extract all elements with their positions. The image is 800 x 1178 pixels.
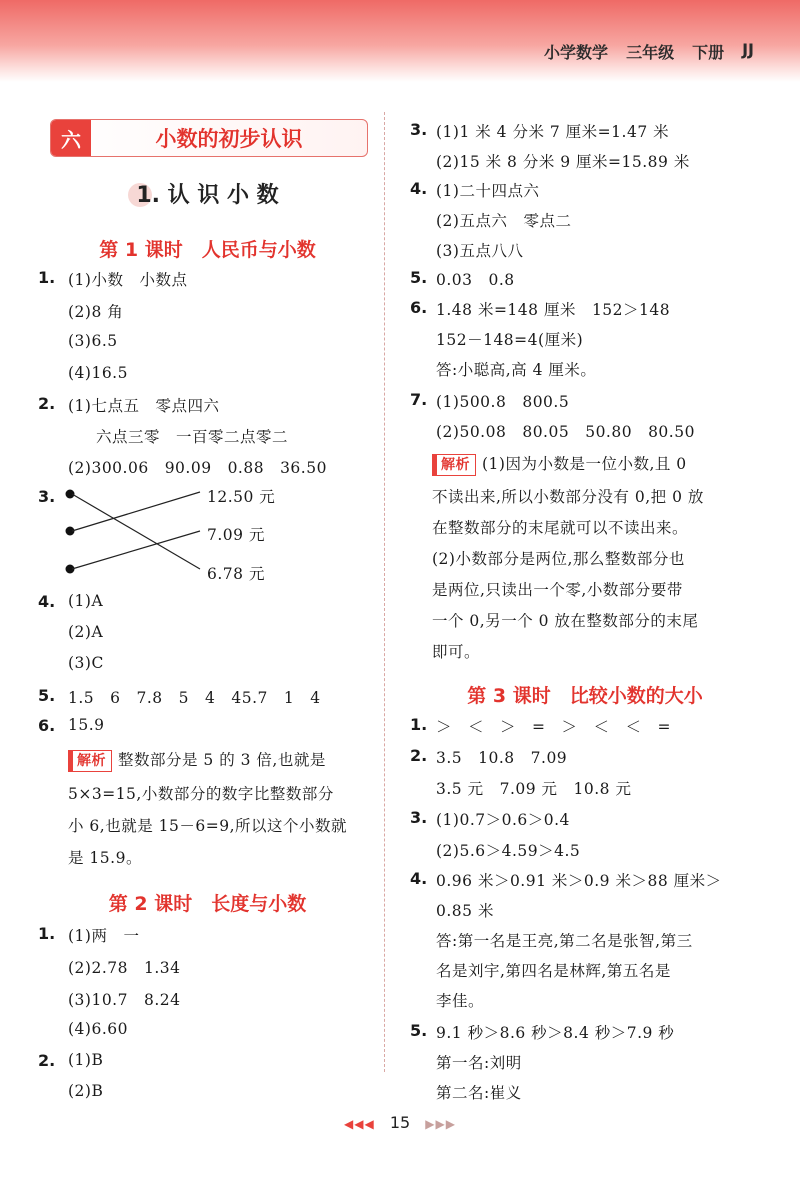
- answer-line: (2)50.08 80.05 50.80 80.50: [436, 423, 695, 441]
- question-number: 6.: [38, 716, 56, 735]
- next-arrows-icon: ▶▶▶: [425, 1117, 456, 1131]
- analysis-line: 小 6,也就是 15－6=9,所以这个小数就: [68, 817, 348, 835]
- answer-line: (1)B: [68, 1051, 104, 1069]
- matching-diagram: [60, 484, 220, 584]
- answer-line: 9.1 秒＞8.6 秒＞8.4 秒＞7.9 秒: [436, 1024, 675, 1042]
- answer-line: (2)五点六 零点二: [436, 212, 572, 230]
- match-line: [72, 531, 200, 569]
- question-number: 5.: [38, 686, 56, 705]
- analysis-line: 5×3=15,小数部分的数字比整数部分: [68, 785, 334, 803]
- answer-line: 六点三零 一百零二点零二: [96, 428, 289, 446]
- question-number: 2.: [410, 746, 428, 765]
- question-number: 1.: [38, 924, 56, 943]
- question-number: 2.: [38, 1051, 56, 1070]
- answer-line: (2)5.6＞4.59＞4.5: [436, 842, 581, 860]
- answer-line: (1)七点五 零点四六: [68, 397, 220, 415]
- prev-arrows-icon: ◀◀◀: [344, 1117, 375, 1131]
- answer-line: (1)小数 小数点: [68, 271, 188, 289]
- answer-line: (4)16.5: [68, 364, 128, 382]
- answer-line: (1)500.8 800.5: [436, 393, 570, 411]
- question-number: 5.: [410, 268, 428, 287]
- answer-line: (2)15 米 8 分米 9 厘米=15.89 米: [436, 153, 690, 171]
- answer-line: (1)1 米 4 分米 7 厘米=1.47 米: [436, 123, 670, 141]
- answer-line: (3)C: [68, 654, 104, 672]
- analysis-line: 即可。: [432, 643, 481, 661]
- page-footer: [0, 1113, 800, 1132]
- analysis-line: 一个 0,另一个 0 放在整数部分的末尾: [432, 612, 699, 630]
- answer-line: 第一名:刘明: [436, 1054, 522, 1072]
- answer-line: 答:小聪高,高 4 厘米。: [436, 361, 597, 379]
- analysis-line: 是两位,只读出一个零,小数部分要带: [432, 581, 683, 599]
- answer-line: (2)8 角: [68, 303, 124, 321]
- analysis-tag: 解析: [68, 750, 112, 772]
- chapter-title: 小数的初步认识: [155, 127, 303, 151]
- analysis-line: (2)小数部分是两位,那么整数部分也: [432, 550, 685, 568]
- answer-line: (1)二十四点六: [436, 182, 540, 200]
- analysis-text: 整数部分是 5 的 3 倍,也就是: [118, 751, 326, 769]
- answer-line: (3)五点八八: [436, 242, 524, 260]
- answer-line: 第二名:崔义: [436, 1084, 522, 1102]
- analysis-tag: 解析: [432, 454, 476, 476]
- book-info: [544, 40, 754, 63]
- analysis-line: 在整数部分的末尾就可以不读出来。: [432, 519, 689, 537]
- question-number: 1.: [410, 715, 428, 734]
- answer-line: (1)0.7＞0.6＞0.4: [436, 811, 570, 829]
- answer-line: 0.96 米＞0.91 米＞0.9 米＞88 厘米＞: [436, 872, 722, 890]
- question-number: 3.: [410, 120, 428, 139]
- answer-line: 0.03 0.8: [436, 271, 515, 289]
- analysis-line: 是 15.9。: [68, 849, 142, 867]
- answer-line: (2)B: [68, 1082, 104, 1100]
- question-number: 1.: [38, 268, 56, 287]
- lesson-3-title: 第 3 课时 比较小数的大小: [467, 685, 703, 707]
- analysis-line: [432, 452, 687, 476]
- question-number: 5.: [410, 1021, 428, 1040]
- answer-line: (4)6.60: [68, 1020, 128, 1038]
- answer-line: (2)2.78 1.34: [68, 959, 181, 977]
- answer-line: (1)两 一: [68, 927, 140, 945]
- answer-line: 152－148=4(厘米): [436, 331, 584, 349]
- answer-line: 1.5 6 7.8 5 4 45.7 1 4: [68, 689, 321, 707]
- answer-line: ＞ ＜ ＞ = ＞ ＜ ＜ =: [436, 718, 671, 736]
- question-number: 3.: [38, 487, 56, 506]
- match-option: 6.78 元: [207, 565, 265, 583]
- answer-line: (2)A: [68, 623, 104, 641]
- answer-line: (3)6.5: [68, 332, 118, 350]
- answer-line: 0.85 米: [436, 902, 494, 920]
- analysis-text: (1)因为小数是一位小数,且 0: [482, 455, 687, 473]
- section-title: [40, 178, 375, 209]
- analysis-line: [68, 748, 326, 772]
- match-line: [72, 492, 200, 531]
- analysis-line: 不读出来,所以小数部分没有 0,把 0 放: [432, 488, 704, 506]
- question-number: 2.: [38, 394, 56, 413]
- subject-label: 小学数学: [544, 43, 609, 62]
- answer-line: (1)A: [68, 592, 104, 610]
- answer-line: 3.5 10.8 7.09: [436, 749, 568, 767]
- lesson-2-title: 第 2 课时 长度与小数: [108, 893, 307, 915]
- lesson-1-title: 第 1 课时 人民币与小数: [99, 239, 316, 261]
- question-number: 6.: [410, 298, 428, 317]
- answer-line: 15.9: [68, 716, 105, 734]
- answer-line: 答:第一名是王亮,第二名是张智,第三: [436, 932, 693, 950]
- match-option: 12.50 元: [207, 488, 276, 506]
- answer-line: (2)300.06 90.09 0.88 36.50: [68, 459, 327, 477]
- question-number: 3.: [410, 808, 428, 827]
- answer-line: 1.48 米=148 厘米 152＞148: [436, 301, 671, 319]
- answer-line: 名是刘宇,第四名是林辉,第五名是: [436, 962, 671, 980]
- answer-line: (3)10.7 8.24: [68, 991, 181, 1009]
- question-number: 4.: [410, 869, 428, 888]
- page-number: 15: [389, 1113, 411, 1132]
- question-number: 4.: [38, 592, 56, 611]
- edition-label: JJ: [742, 40, 754, 59]
- match-line: [72, 494, 200, 569]
- match-option: 7.09 元: [207, 526, 265, 544]
- section-name: 认 识 小 数: [167, 183, 279, 208]
- answer-line: 3.5 元 7.09 元 10.8 元: [436, 780, 632, 798]
- answer-line: 李佳。: [436, 992, 485, 1010]
- volume-label: 下册: [692, 43, 725, 62]
- column-divider: [384, 112, 385, 1072]
- grade-label: 三年级: [626, 43, 675, 62]
- section-number: 1.: [136, 183, 160, 208]
- question-number: 7.: [410, 390, 428, 409]
- chapter-banner: [50, 119, 368, 157]
- question-number: 4.: [410, 179, 428, 198]
- chapter-number: 六: [51, 120, 91, 156]
